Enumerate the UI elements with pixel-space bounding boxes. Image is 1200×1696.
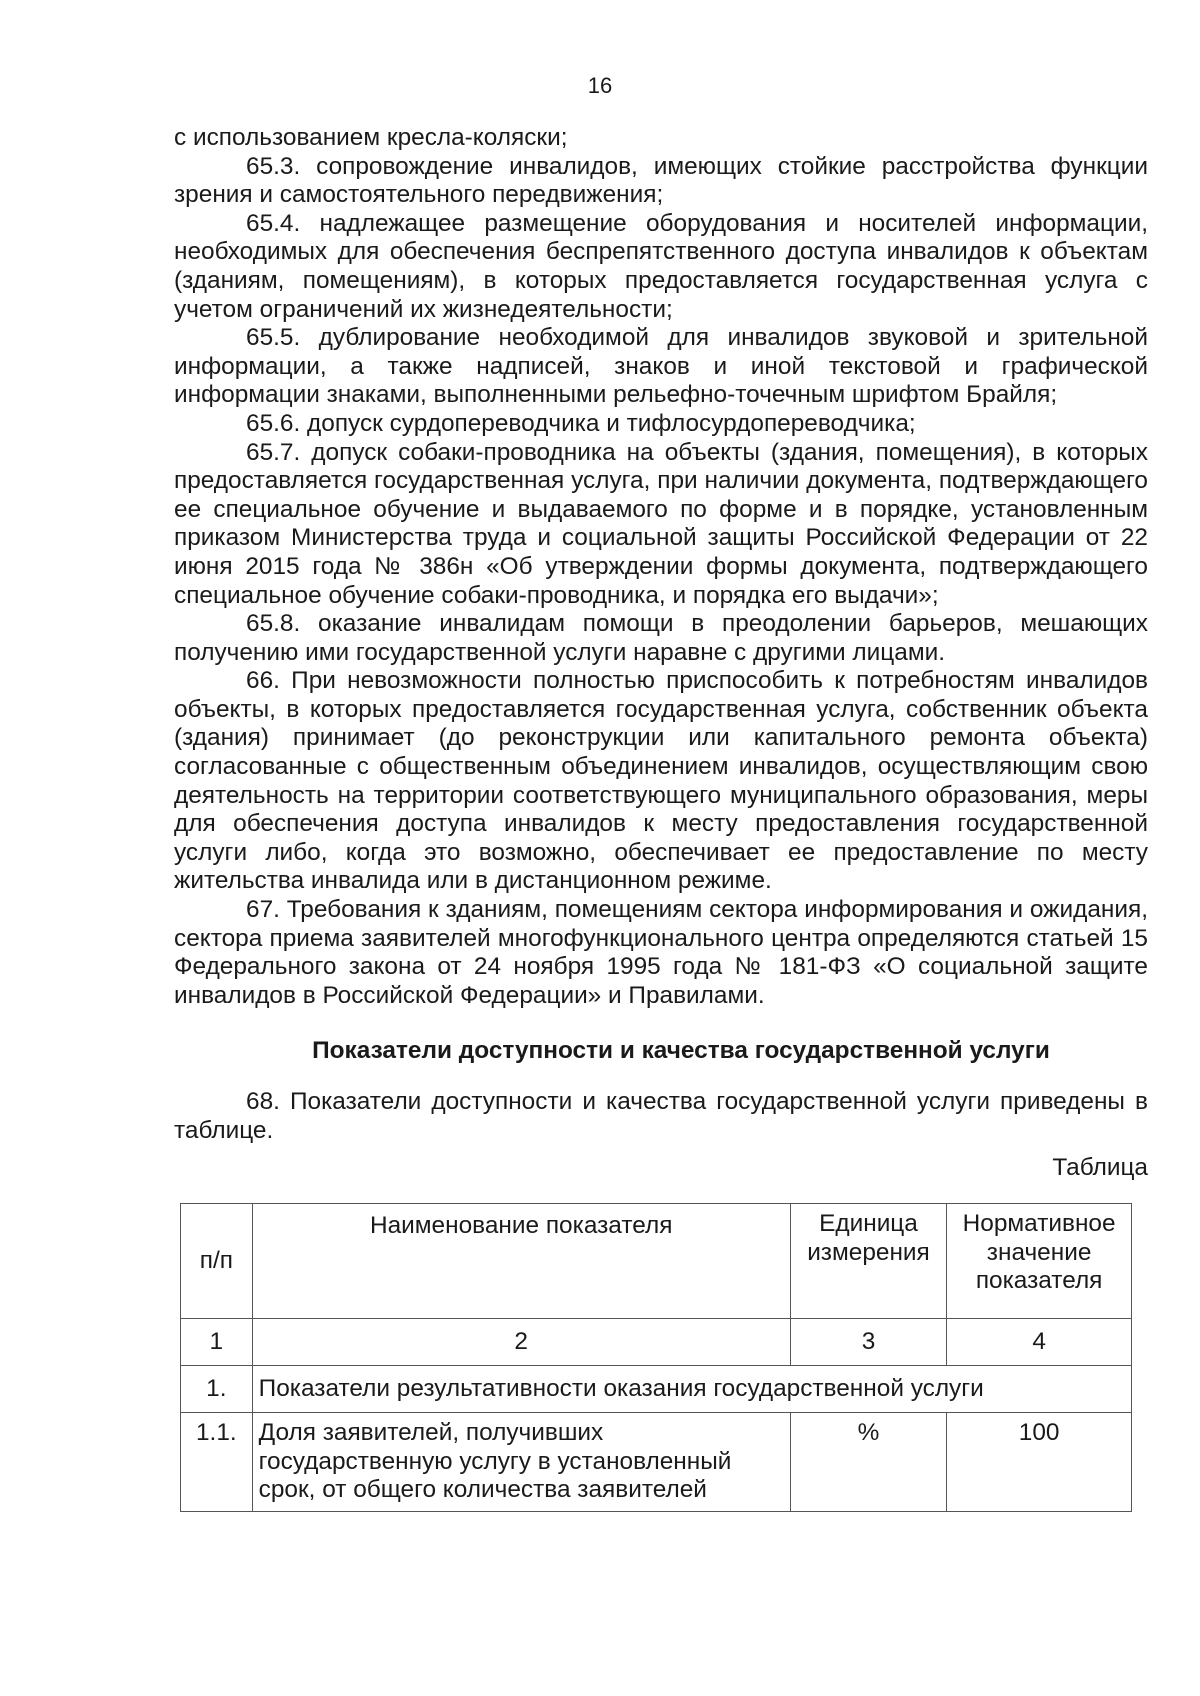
page-number: 16 [587,73,613,98]
paragraph-list [174,124,1148,1010]
table-section-row [181,1366,1132,1413]
section-heading: Показатели доступности и качества государственной услуги [312,1037,1050,1065]
header-cell-unit: Единица измерения [790,1204,946,1319]
paragraph: 65.8. оказание инвалидам помощи в преодолении барьеров, мешающих получению ими государственной услуги наравне с другими лицами. [174,610,1148,666]
paragraph-68: 68. Показатели доступности и качества государственной услуги приведены в таблице. [174,1088,1148,1144]
section-row-title: Показатели результативности оказания государственной услуги [252,1366,1131,1413]
paragraph: 65.4. надлежащее размещение оборудования и носителей информации, необходимых для обеспечения беспрепятственного доступа инвалидов к объектам (зданиям, помещениям), в которых предоставляется государственная услуга с учетом ограничений их жизнедеятельности; [174,209,1148,323]
column-number-cell: 2 [252,1319,790,1366]
indicators-table [180,1203,1132,1512]
header-cell-name: Наименование показателя [252,1204,790,1319]
column-number-cell: 3 [790,1319,946,1366]
table-row [181,1413,1132,1512]
row-unit-cell: % [790,1413,946,1512]
row-name-cell: Доля заявителей, получивших государственную услугу в установленный срок, от общего количества заявителей [252,1413,790,1512]
document-body [174,124,1148,1512]
paragraph: 65.5. дублирование необходимой для инвалидов звуковой и зрительной информации, а также надписей, знаков и иной текстовой и графической информации знаками, выполненными рельефно-точечным шрифтом Брайля; [174,324,1148,409]
column-number-cell: 4 [947,1319,1132,1366]
column-number-cell: 1 [181,1319,253,1366]
paragraph: 65.7. допуск собаки-проводника на объекты (здания, помещения), в которых предоставляется государственная услуга, при наличии документа, подтверждающего ее специальное обучение и выдаваемого по форме и в порядке, установленным приказом Министерства труда и социальной защиты Российской Федерации от 22 июня 2015 года № 386н «Об утверждении формы документа, подтверждающего специальное обучение собаки-проводника, и порядка его выдачи»; [174,438,1148,609]
paragraph: с использованием кресла-коляски; [174,124,568,151]
section-row-num: 1. [181,1366,253,1413]
paragraph: 65.6. допуск сурдопереводчика и тифлосурдопереводчика; [246,409,916,437]
table-header-row [181,1204,1132,1319]
row-num-cell: 1.1. [181,1413,253,1512]
header-cell-value: Нормативное значение показателя [947,1204,1132,1319]
row-value-cell: 100 [947,1413,1132,1512]
column-number-row [181,1319,1132,1366]
paragraph: 67. Требования к зданиям, помещениям сектора информирования и ожидания, сектора приема заявителей многофункционального центра определяются статьей 15 Федерального закона от 24 ноября 1995 года № 181-ФЗ «О социальной защите инвалидов в Российской Федерации» и Правилами. [174,896,1148,1009]
header-cell-num: п/п [181,1204,253,1319]
table-caption: Таблица [1052,1153,1148,1181]
paragraph: 66. При невозможности полностью приспособить к потребностям инвалидов объекты, в которых предоставляется государственная услуга, собственник объекта (здания) принимает (до реконструкции или капитального ремонта объекта) согласованные с общественным объединением инвалидов, осуществляющим свою деятельность на территории соответствующего муниципального образования, меры для обеспечения доступа инвалидов к месту предоставления государственной услуги либо, когда это возможно, обеспечивает ее предоставление по месту жительства инвалида или в дистанционном режиме. [174,667,1148,895]
paragraph: 65.3. сопровождение инвалидов, имеющих стойкие расстройства функции зрения и самостоятельного передвижения; [174,152,1148,209]
